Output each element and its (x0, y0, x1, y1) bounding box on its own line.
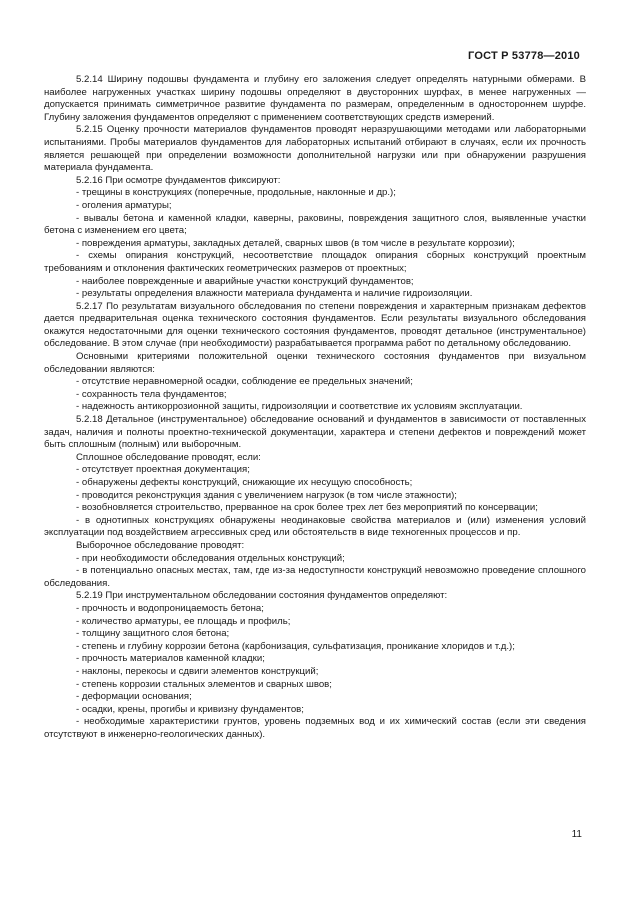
list-item: - толщину защитного слоя бетона; (76, 628, 230, 640)
list-item: - деформации основания; (76, 691, 192, 703)
list-item: - результаты определения влажности материала фундамента и наличие гидроизоляции. (76, 288, 473, 300)
document-body (44, 74, 586, 741)
paragraph: Сплошное обследование проводят, если: (76, 451, 261, 463)
list-item: - необходимые характеристики грунтов, уровень подземных вод и их химический состав (если эти сведения отсутствуют в инженерно-геологических данных). (44, 716, 586, 740)
list-item: - проводится реконструкция здания с увеличением нагрузок (в том числе этажности); (76, 489, 457, 501)
list-item: - возобновляется строительство, прерванное на срок более трех лет без мероприятий по консервации; (76, 502, 538, 514)
list-item: - степень и глубину коррозии бетона (карбонизация, сульфатизация, проникание хлоридов и т.д.); (76, 640, 515, 652)
list-item: - надежность антикоррозионной защиты, гидроизоляции и соответствие их условиям эксплуатации. (76, 401, 523, 413)
paragraph: Основными критериями положительной оценки технического состояния фундаментов при визуальном обследовании являются: (44, 351, 586, 375)
list-item: - отсутствие неравномерной осадки, соблюдение ее предельных значений; (76, 376, 413, 388)
list-item: - наклоны, перекосы и сдвиги элементов конструкций; (76, 665, 319, 677)
paragraph: Выборочное обследование проводят: (76, 539, 245, 551)
paragraph: 5.2.16 При осмотре фундаментов фиксируют: (76, 174, 281, 186)
paragraph: 5.2.15 Оценку прочности материалов фундаментов проводят неразрушающими методами или лабораторными испытаниями. Пробы материалов фундаментов для лабораторных испытаний отбирают в случаях, если их прочность является решающей при определении возможности дополнительной нагрузки или при обнаружении разрушения материала фундамента. (44, 124, 586, 174)
list-item: - оголения арматуры; (76, 199, 172, 211)
list-item: - в однотипных конструкциях обнаружены неодинаковые свойства материалов и (или) изменения условий эксплуатации под воздействием агрессивных сред или обстоятельств в виде техногенных процессов и пр. (44, 514, 586, 539)
list-item: - сохранность тела фундаментов; (76, 388, 227, 400)
list-item: - схемы опирания конструкций, несоответствие площадок опирания сборных конструкций проектным требованиям и отклонения фактических геометрических размеров от проектных; (44, 250, 586, 274)
list-item: - обнаружены дефекты конструкций, снижающие их несущую способность; (76, 477, 413, 488)
list-item: - степень коррозии стальных элементов и сварных швов; (76, 678, 332, 690)
list-item: - прочность материалов каменной кладки; (76, 653, 265, 665)
paragraph: 5.2.14 Ширину подошвы фундамента и глубину его заложения следует определять натурными обмерами. В наиболее нагруженных участках ширину подошвы определяют в двусторонних шурфах, в менее нагруженных — допускается принимать симметричное развитие фундамента по размерам, определенным в одностороннем шурфе. Глубину заложения фундаментов определяют с применением соответствующих средств измерений. (44, 74, 586, 123)
page-number: 11 (571, 829, 582, 840)
list-item: - отсутствует проектная документация; (76, 464, 250, 476)
list-item: - вывалы бетона и каменной кладки, каверны, раковины, повреждения защитного слоя, выявленные участки бетона с изменением его цвета; (44, 212, 586, 237)
list-item: - при необходимости обследования отдельных конструкций; (76, 552, 345, 564)
list-item: - трещины в конструкциях (поперечные, продольные, наклонные и др.); (76, 187, 396, 199)
list-item: - количество арматуры, ее площадь и профиль; (76, 615, 291, 627)
list-item: - повреждения арматуры, закладных деталей, сварных швов (в том числе в результате коррозии); (76, 237, 515, 249)
document-header: ГОСТ Р 53778—2010 (468, 50, 580, 62)
list-item: - в потенциально опасных местах, там, где из-за недоступности конструкций невозможно проведение сплошного обследования. (44, 565, 586, 589)
paragraph: 5.2.19 При инструментальном обследовании состояния фундаментов определяют: (76, 590, 448, 602)
paragraph: 5.2.18 Детальное (инструментальное) обследование оснований и фундаментов в зависимости от поставленных задач, наличия и полноты проектно-технической документации, характера и степени дефектов и повреждений может быть сплошным (полным) или выборочным. (44, 414, 586, 451)
list-item: - прочность и водопроницаемость бетона; (76, 602, 264, 614)
list-item: - осадки, крены, прогибы и кривизну фундаментов; (76, 703, 304, 715)
list-item: - наиболее поврежденные и аварийные участки конструкций фундаментов; (76, 275, 414, 287)
paragraph: 5.2.17 По результатам визуального обследования по степени повреждения и характерным признакам дефектов дается предварительная оценка технического состояния фундаментов. Если результаты визуального обследования окажутся недостаточными для оценки технического состояния фундаментов, проводят детальное (инструментальное) обследование. В этом случае (при необходимости) разрабатывается программа работ по детальному обследованию. (44, 300, 586, 350)
